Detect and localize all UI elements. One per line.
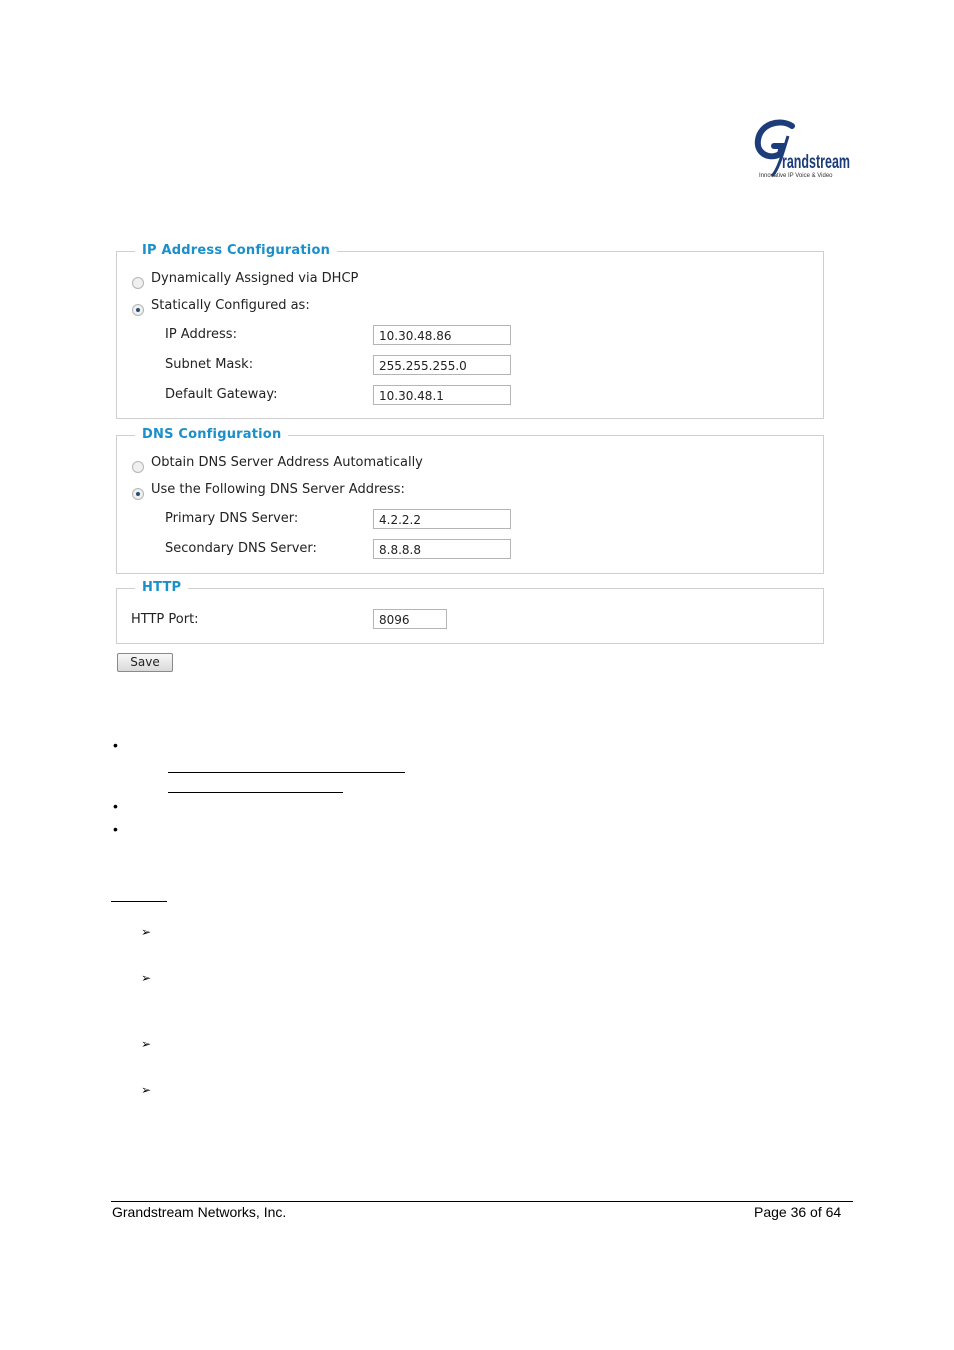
- gateway-input[interactable]: 10.30.48.1: [373, 385, 511, 405]
- underline-link: [168, 792, 343, 793]
- gateway-label: Default Gateway:: [165, 387, 278, 402]
- dns-auto-label: Obtain DNS Server Address Automatically: [151, 455, 423, 470]
- footer-divider: [111, 1201, 853, 1202]
- grandstream-logo: [752, 116, 856, 186]
- http-port-input[interactable]: 8096: [373, 609, 447, 629]
- secondary-dns-input[interactable]: 8.8.8.8: [373, 539, 511, 559]
- footer-page-number: Page 36 of 64: [754, 1204, 842, 1220]
- dns-manual-radio[interactable]: [132, 488, 144, 500]
- static-radio[interactable]: [132, 304, 144, 316]
- arrow-bullet-icon: ➢: [141, 1037, 152, 1051]
- dhcp-radio[interactable]: [132, 277, 144, 289]
- dhcp-label: Dynamically Assigned via DHCP: [151, 271, 359, 286]
- dns-auto-radio[interactable]: [132, 461, 144, 473]
- http-group: [116, 580, 824, 644]
- subnet-mask-label: Subnet Mask:: [165, 357, 254, 372]
- arrow-bullet-icon: ➢: [141, 925, 152, 939]
- dns-manual-label: Use the Following DNS Server Address:: [151, 482, 405, 497]
- subnet-mask-input[interactable]: 255.255.255.0: [373, 355, 511, 375]
- dns-config-group: [116, 427, 824, 574]
- ip-address-input[interactable]: 10.30.48.86: [373, 325, 511, 345]
- http-legend: HTTP: [135, 580, 188, 596]
- arrow-bullet-icon: ➢: [141, 1083, 152, 1097]
- http-port-label: HTTP Port:: [131, 612, 199, 627]
- ip-address-label: IP Address:: [165, 327, 237, 342]
- arrow-bullet-icon: ➢: [141, 971, 152, 985]
- secondary-dns-label: Secondary DNS Server:: [165, 541, 317, 556]
- underline-link: [168, 772, 405, 773]
- ip-config-group: [116, 243, 824, 419]
- dns-config-legend: DNS Configuration: [135, 427, 288, 443]
- ip-config-legend: IP Address Configuration: [135, 243, 337, 259]
- bullet-marker: •: [113, 821, 118, 837]
- primary-dns-label: Primary DNS Server:: [165, 511, 299, 526]
- logo-tagline: Innovative IP Voice & Video: [759, 173, 833, 179]
- primary-dns-input[interactable]: 4.2.2.2: [373, 509, 511, 529]
- static-label: Statically Configured as:: [151, 298, 310, 313]
- underline-heading: [111, 901, 167, 902]
- save-button[interactable]: Save: [117, 653, 173, 672]
- footer-company: Grandstream Networks, Inc.: [112, 1204, 287, 1220]
- svg-text:randstream: randstream: [782, 152, 850, 173]
- bullet-marker: •: [113, 737, 118, 753]
- bullet-marker: •: [113, 798, 118, 814]
